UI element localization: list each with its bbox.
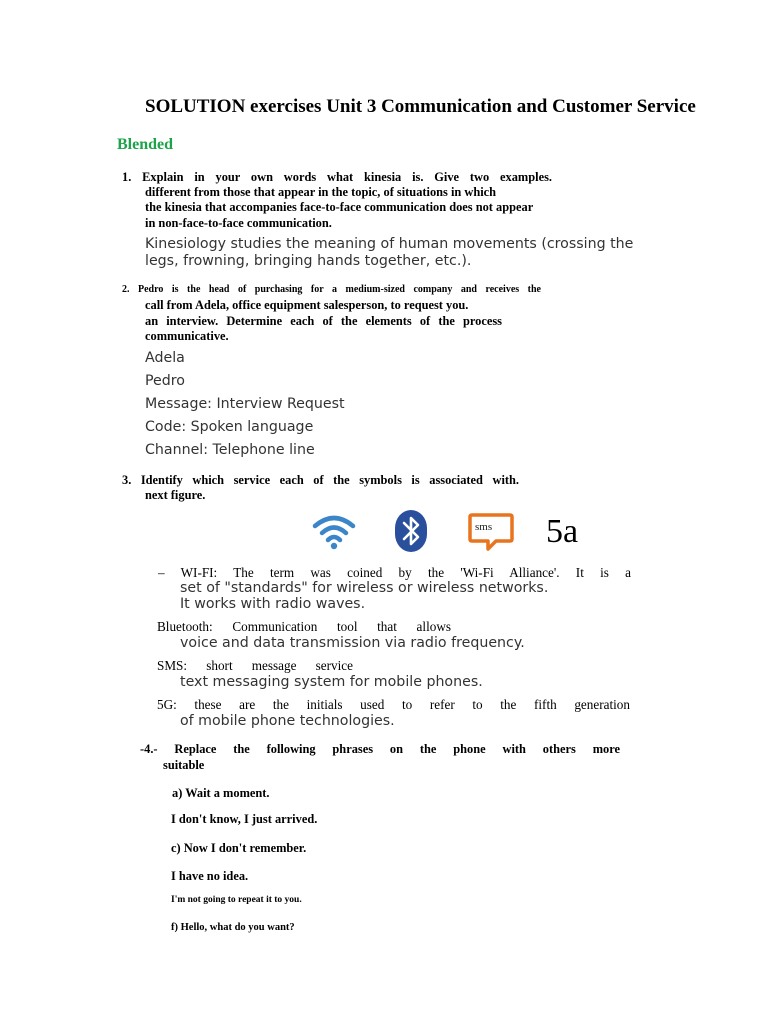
q3-line-2: next figure. [145, 488, 206, 502]
q3-item-5g-head: 5G: these are the initials used to refer to the fifth generation [157, 697, 630, 712]
q2-answer-3: Message: Interview Request [145, 396, 345, 412]
q3-item-sms-head: SMS: short message service [157, 658, 353, 673]
q4-phrase-a: a) Wait a moment. [172, 786, 270, 800]
q3-item-sms-line-1: text messaging system for mobile phones. [180, 674, 483, 690]
q1-line-4: in non-face-to-face communication. [145, 216, 332, 230]
q4-phrase-b: I don't know, I just arrived. [171, 812, 318, 826]
q1-answer-line-1: Kinesiology studies the meaning of human movements (crossing the [145, 236, 634, 252]
q2-line-3: an interview. Determine each of the elements of the process [145, 314, 502, 328]
page-title: SOLUTION exercises Unit 3 Communication and Customer Service [145, 96, 696, 117]
wifi-icon [312, 512, 356, 550]
q3-item-wifi-line-2: It works with radio waves. [180, 596, 366, 612]
sms-icon-label: sms [475, 521, 493, 533]
q1-answer-line-2: legs, frowning, bringing hands together, etc.). [145, 253, 472, 269]
q2-line-1: 2. Pedro is the head of purchasing for a medium-sized company and receives the [122, 284, 541, 295]
section-heading: Blended [117, 136, 174, 153]
q4-phrase-c: c) Now I don't remember. [171, 841, 307, 855]
q2-answer-1: Adela [145, 350, 185, 366]
q4-phrase-f: f) Hello, what do you want? [171, 922, 295, 933]
q1-line-3: the kinesia that accompanies face-to-face communication does not appear [145, 200, 534, 214]
q2-line-4: communicative. [145, 329, 229, 343]
q3-line-1: 3. Identify which service each of the symbols is associated with. [122, 473, 519, 487]
bluetooth-icon [394, 509, 428, 553]
q4-line-2: suitable [163, 758, 205, 772]
q1-line-1: 1. Explain in your own words what kinesia is. Give two examples. [122, 170, 552, 184]
q3-item-bluetooth-line-1: voice and data transmission via radio frequency. [180, 635, 525, 651]
q3-item-wifi-head: – WI-FI: The term was coined by the 'Wi-Fi Alliance'. It is a [158, 565, 631, 580]
q3-item-wifi-line-1: set of "standards" for wireless or wireless networks. [180, 580, 549, 596]
q2-line-2: call from Adela, office equipment salesperson, to request you. [145, 298, 469, 312]
q4-line-1: -4.- Replace the following phrases on the phone with others more [140, 742, 620, 756]
q2-answer-2: Pedro [145, 373, 185, 389]
q4-phrase-d: I have no idea. [171, 869, 249, 883]
5g-icon-label: 5a [546, 513, 579, 550]
q2-answer-4: Code: Spoken language [145, 419, 314, 435]
q3-item-bluetooth-head: Bluetooth: Communication tool that allows [157, 619, 451, 634]
q3-item-5g-line-1: of mobile phone technologies. [180, 713, 395, 729]
q2-answer-5: Channel: Telephone line [145, 442, 315, 458]
q1-line-2: different from those that appear in the topic, of situations in which [145, 185, 497, 199]
q4-phrase-e: I'm not going to repeat it to you. [171, 895, 302, 905]
